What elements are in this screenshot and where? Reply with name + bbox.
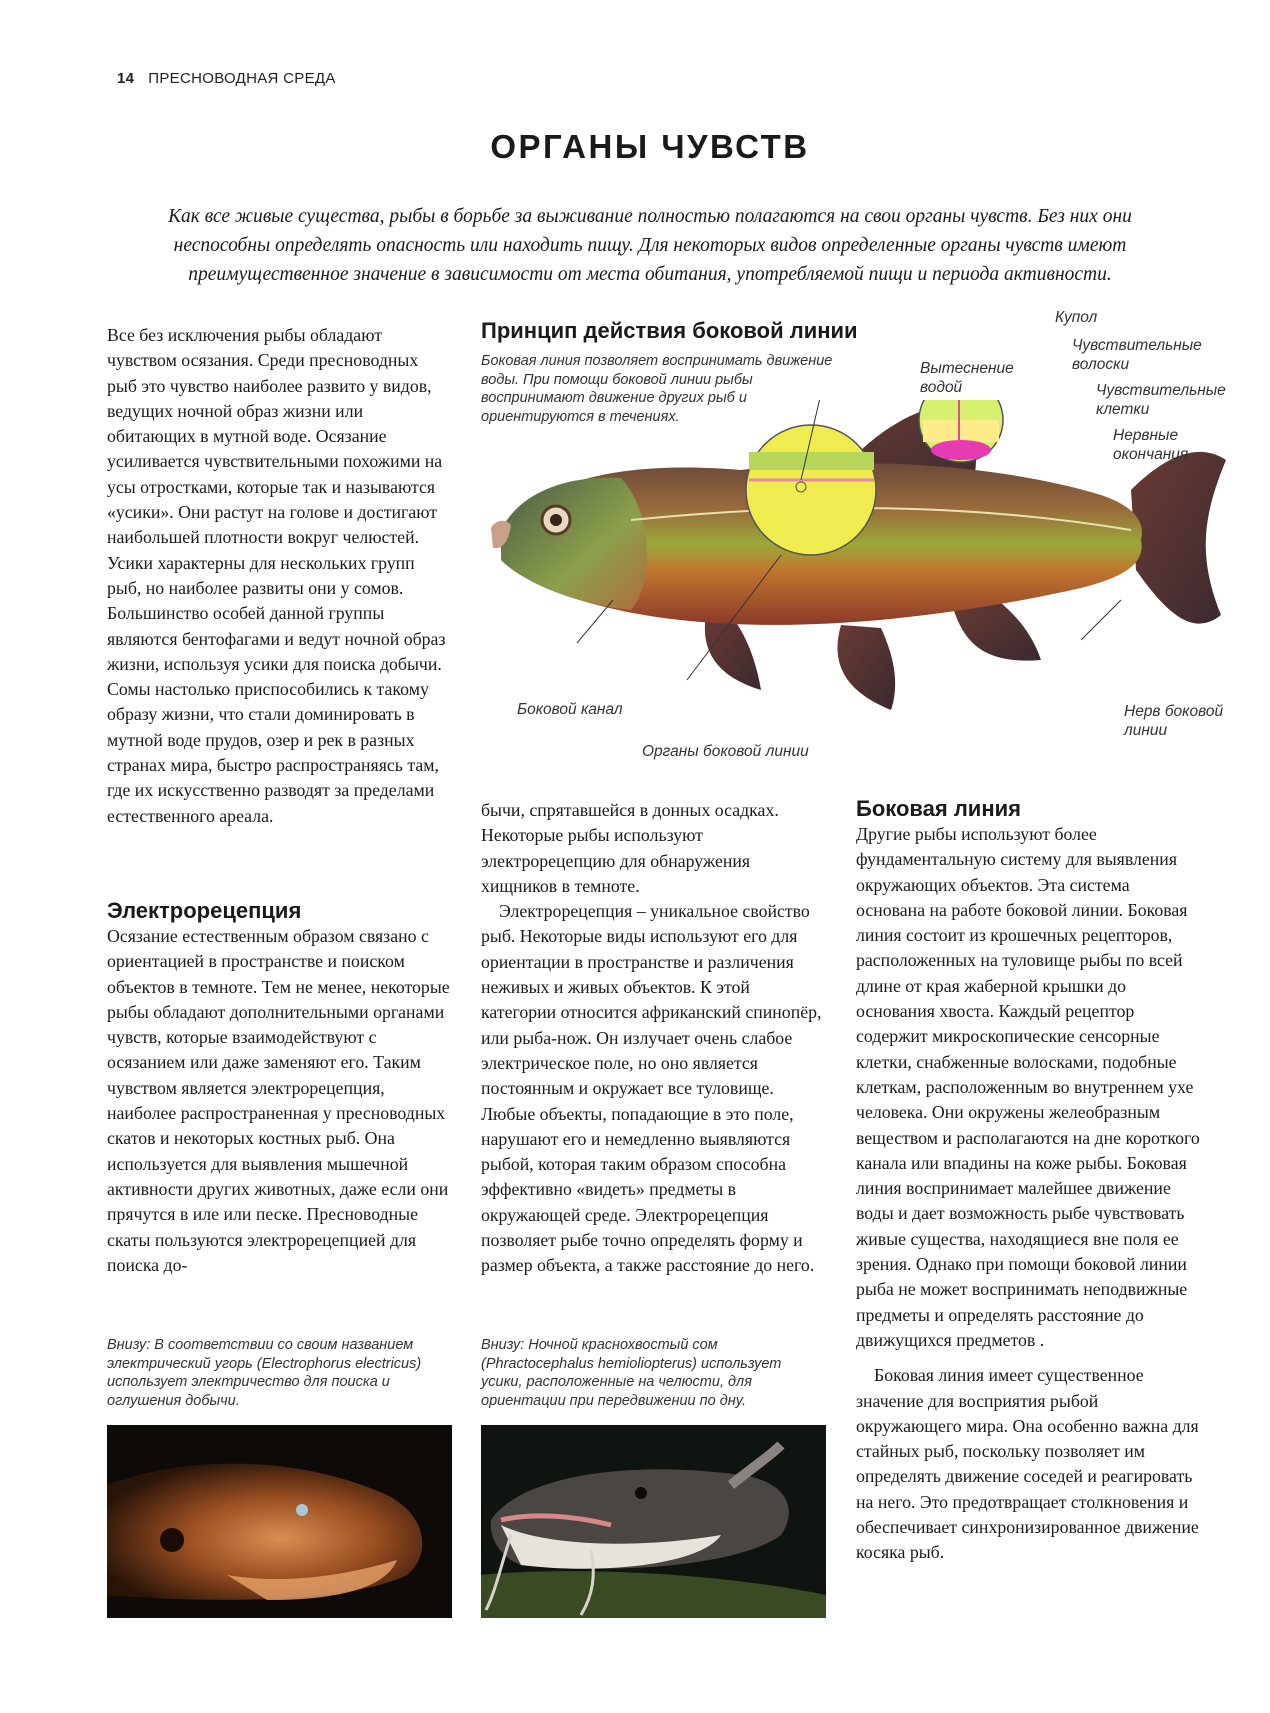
lateral-line-heading: Боковая линия bbox=[856, 796, 1021, 821]
label-sensory-cells: Чувствительные клетки bbox=[1096, 382, 1226, 418]
eel-photo-icon bbox=[107, 1425, 452, 1618]
col3-paragraph-2: Боковая линия имеет существенное значение для восприятия рыбой окружающего мира. Она особенно важна для стайных рыб, поскольку позволяет им определять движение соседей и реагировать на него. Это предотвращает столкновения и обеспечивает синхронизированное движение косяка рыб. bbox=[856, 1365, 1199, 1563]
col2-paragraph-1: бычи, спрятавшейся в донных осадках. Некоторые рыбы используют электрорецепцию для обнаружения хищников в темноте. bbox=[481, 800, 779, 896]
label-nerve-endings: Нервные окончания bbox=[1113, 427, 1189, 463]
eel-photo bbox=[107, 1425, 452, 1618]
catfish-caption: Внизу: Ночной краснохвостый сом (Phractocephalus hemioliopterus) использует усики, расположенные на челюсти, для ориентации при передвижении по дну. bbox=[481, 1337, 782, 1409]
column-2 bbox=[481, 798, 829, 1279]
intro-paragraph: Все без исключения рыбы обладают чувством осязания. Среди пресноводных рыб это чувство наиболее развито у видов, ведущих ночной образ жизни или обитающих в мутной воде. Осязание усиливается чувствительными похожими на усы отростками, которые так и называются «усики». Они растут на голове и достигают наибольшей плотности вокруг челюстей. Усики характерны для нескольких групп рыб, но наиболее развиты они у сомов. Большинство особей данной группы являются бентофагами и ведут ночной образ жизни, используя усики для поиска добычи. Сомы настолько приспособились к такому образу жизни, что стали доминировать в мутной воде прудов, озер и рек в разных странах мира, быстро распространяясь там, где их искусственно разводят за пределами естественного ареала. bbox=[107, 325, 446, 826]
lead-paragraph: Как все живые существа, рыбы в борьбе за выживание полностью полагаются на свои органы чувств. Без них они неспособны определять опасность или находить пищу. Для некоторых видов определенные органы чувств имеют преимущественное значение в зависимости от места обитания, употребляемой пищи и периода активности. bbox=[168, 206, 1132, 285]
label-lateral-line-organs: Органы боковой линии bbox=[642, 743, 809, 760]
col2-paragraph-2: Электрорецепция – уникальное свойство рыб. Некоторые виды используют его для ориентации в пространстве и различения неживых и живых объектов. К этой категории относится африканский спинопёр, или рыба-нож. Он излучает очень слабое электрическое поле, но оно является постоянным и окружает все туловище. Любые объекты, попадающие в это поле, нарушают его и немедленно выявляются рыбой, которая таким образом способна эффективно «видеть» предметы в окружающей среде. Электрорецепция позволяет рыбе точно определять форму и размер объекта, а также расстояние до него. bbox=[481, 901, 822, 1276]
page-title: ОРГАНЫ ЧУВСТВ bbox=[490, 128, 810, 165]
label-lateral-line-nerve: Нерв боковой линии bbox=[1124, 703, 1224, 739]
page-number: 14 bbox=[117, 70, 135, 87]
column-1 bbox=[107, 323, 452, 829]
label-cupula: Купол bbox=[1055, 309, 1098, 326]
label-water-displacement: Вытеснение водой bbox=[920, 360, 1014, 396]
catfish-photo bbox=[481, 1425, 826, 1618]
eel-caption: Внизу: В соответствии со своим названием электрический угорь (Electrophorus electricus) использует электричество для поиска и оглушения добычи. bbox=[107, 1337, 422, 1409]
diagram-subtitle: Боковая линия позволяет воспринимать движение воды. При помощи боковой линии рыбы воспринимают движение других рыб и ориентируются в течениях. bbox=[481, 353, 833, 425]
catfish-photo-icon bbox=[481, 1425, 826, 1618]
column-3 bbox=[856, 822, 1201, 1566]
label-lateral-canal: Боковой канал bbox=[517, 701, 623, 718]
section-title: ПРЕСНОВОДНАЯ СРЕДА bbox=[148, 70, 336, 87]
electroreception-heading: Электрорецепция bbox=[107, 898, 302, 923]
page-header bbox=[117, 70, 336, 87]
label-sensory-hairs: Чувствительные волоски bbox=[1072, 337, 1202, 373]
col3-paragraph-1: Другие рыбы используют более фундаментальную систему для выявления окружающих объектов. Эта система основана на работе боковой линии. Боковая линия состоит из крошечных рецепторов, расположенных на туловище рыбы по всей длине от края жаберной крышки до основания хвоста. Каждый рецептор содержит микроскопические сенсорные клетки, снабженные волосками, подобные клеткам, расположенным во внутреннем ухе человека. Они окружены желеобразным веществом и располагаются на дне короткого канала или впадины на коже рыбы. Боковая линия воспринимает малейшее движение воды и дает возможность рыбе чувствовать живые существа, находящиеся вне поля ее зрения. Однако при помощи боковой линии рыба не может воспринимать неподвижные предметы и определять расстояние до движущихся предметов . bbox=[856, 824, 1200, 1350]
electroreception-paragraph: Осязание естественным образом связано с ориентацией в пространстве и поиском объектов в темноте. Тем не менее, некоторые рыбы обладают дополнительными органами чувств, которые взаимодействуют с осязанием или даже заменяют его. Таким чувством является электрорецепция, наиболее распространенная у пресноводных скатов и некоторых костных рыб. Она используется для выявления мышечной активности других животных, даже если они прячутся в иле или песке. Пресноводные скаты пользуются электрорецепцией для поиска до- bbox=[107, 926, 450, 1275]
diagram-title: Принцип действия боковой линии bbox=[481, 318, 858, 343]
electroreception-text-col1 bbox=[107, 924, 452, 1278]
